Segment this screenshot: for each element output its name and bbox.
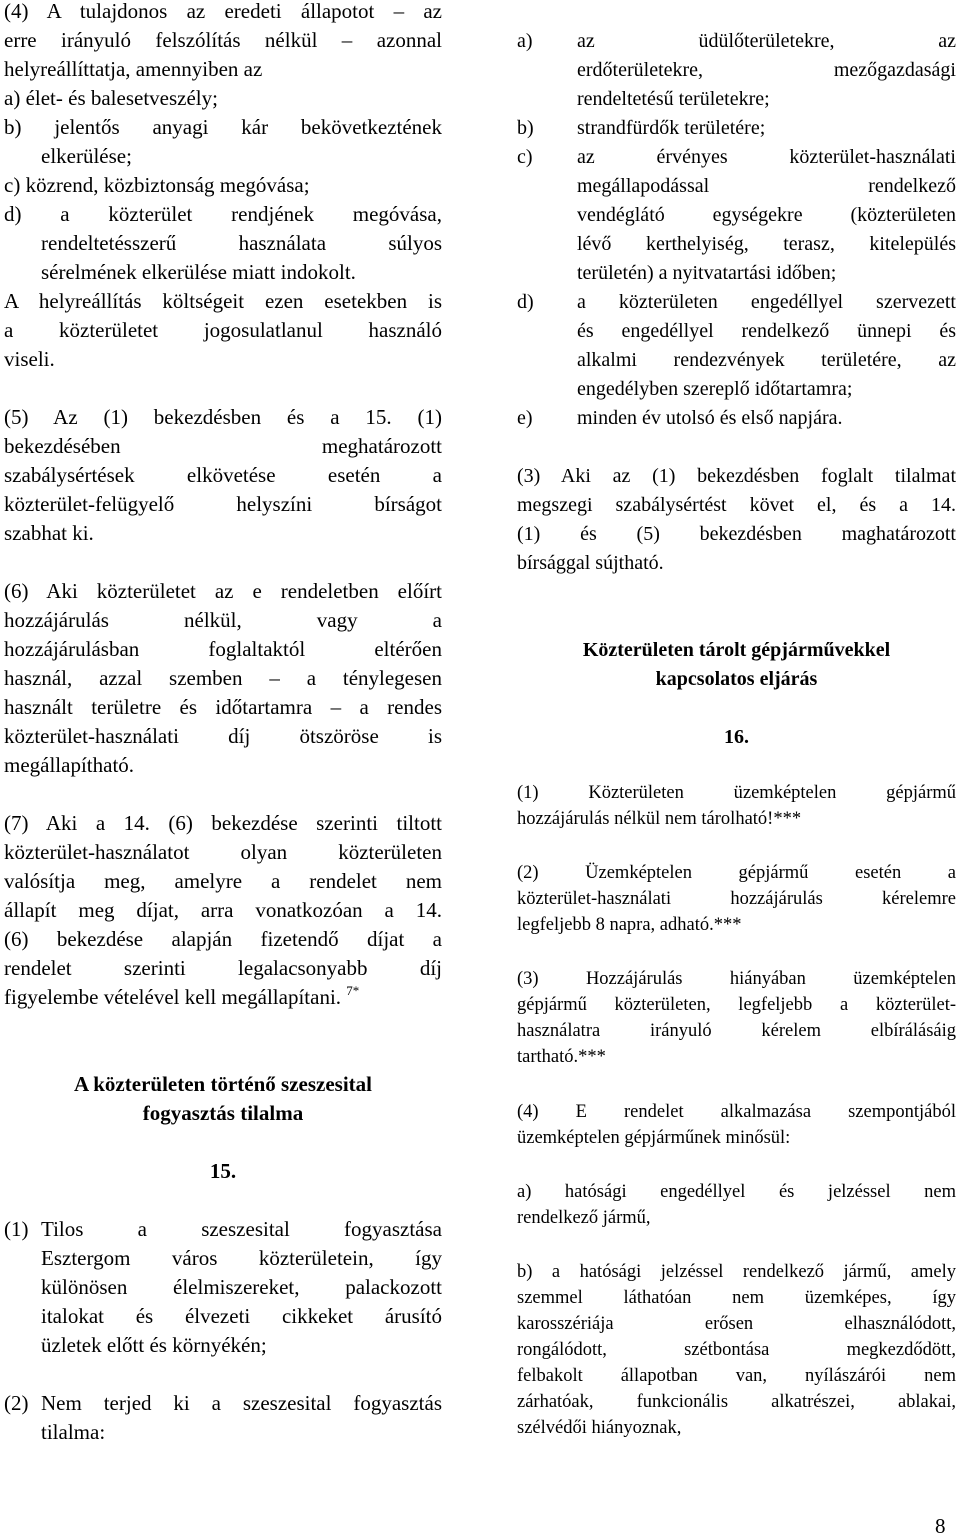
text-line: legfeljebb 8 napra, adható.***	[517, 915, 742, 935]
list-item: b) jelentős anyagi kár bekövetkeztének	[4, 115, 442, 139]
text-line: különösen élelmiszereket, palackozott	[41, 1275, 442, 1299]
text-line: rendelet szerinti legalacsonyabb díj	[4, 956, 442, 980]
section-number: 15.	[209, 1159, 237, 1183]
text-line: üzemképtelen gépjárműnek minősül:	[517, 1128, 791, 1148]
list-item: c) közrend, közbiztonság megóvása;	[4, 173, 310, 197]
text-line: (2) Üzemképtelen gépjármű esetén a	[517, 863, 956, 883]
list-label: c)	[517, 146, 533, 168]
text-line: hozzájárulás nélkül, vagy a	[4, 608, 442, 632]
list-item: strandfürdők területére;	[577, 117, 766, 139]
list-item: szélvédői hiányoznak,	[517, 1418, 682, 1438]
text-line: tartható.***	[517, 1047, 606, 1067]
text-line: Esztergom város közterületein, így	[41, 1246, 442, 1270]
page-number: 8	[935, 1514, 946, 1538]
list-item: zárhatóak, funkcionális alkatrészei, ablakai,	[517, 1392, 956, 1412]
list-item: alkalmi rendezvények területére, az	[577, 349, 956, 371]
text-line: (1) Közterületen üzemképtelen gépjármű	[517, 783, 956, 803]
list-label: a)	[517, 30, 533, 52]
text-line: (6) Aki közterületet az e rendeletben előírt	[4, 579, 442, 603]
text-line: szabhat ki.	[4, 521, 94, 545]
text-line: közterület-használati díj ötszöröse is	[4, 724, 442, 748]
text-line: közterület-felügyelő helyszíni bírságot	[4, 492, 442, 516]
text-line: (3) Aki az (1) bekezdésben foglalt tilalmat	[517, 465, 956, 487]
text-span: figyelembe vételével kell megállapítani.	[4, 985, 342, 1009]
list-item: lévő kerthelyiség, terasz, kitelepülés	[577, 233, 956, 255]
list-item: az érvényes közterület-használati	[577, 146, 956, 168]
text-line: valósítja meg, amelyre a rendelet nem	[4, 869, 442, 893]
list-label: d)	[517, 291, 534, 313]
text-line: szabálysértések elkövetése esetén a	[4, 463, 442, 487]
text-line: állapít meg díjat, arra vonatkozóan a 14.	[4, 898, 442, 922]
text-line: Tilos a szeszesital fogyasztása	[41, 1217, 442, 1241]
text-line: italokat és élvezeti cikkeket árusító	[41, 1304, 442, 1328]
list-item: d) a közterület rendjének megóvása,	[4, 202, 442, 226]
text-line: erre irányuló felszólítás nélkül – azonnal	[4, 28, 442, 52]
text-line: üzletek előtt és környékén;	[41, 1333, 267, 1357]
list-item: és engedéllyel rendelkező ünnepi és	[577, 320, 956, 342]
text-line: tilalma:	[41, 1420, 106, 1444]
text-line: megállapítható.	[4, 753, 135, 777]
section-heading: Közterületen tárolt gépjárművekkel	[582, 639, 891, 661]
list-item: rendeltetésű területekre;	[577, 88, 770, 110]
text-line: használatra irányuló kérelem elbírálásáig	[517, 1021, 956, 1041]
text-line: közterület-használati hozzájárulás kérelemre	[517, 889, 956, 909]
text-line: közterület-használatot olyan közterületen	[4, 840, 442, 864]
section-heading: fogyasztás tilalma	[142, 1101, 304, 1125]
text-line: bekezdésében meghatározott	[4, 434, 442, 458]
text-line: használt területre és időtartamra – a rendes	[4, 695, 442, 719]
list-item: szemmel láthatóan nem üzemképes, így	[517, 1288, 956, 1308]
text-line: helyreállíttatja, amennyiben az	[4, 57, 263, 81]
text-line	[4, 983, 442, 1009]
text-line: (4) A tulajdonos az eredeti állapotot – az	[4, 0, 442, 23]
text-line: (5) Az (1) bekezdésben és a 15. (1)	[4, 405, 442, 429]
text-line: hozzájárulás nélkül nem tárolható!***	[517, 809, 802, 829]
list-item: rongálódott, szétbontása megkezdődött,	[517, 1340, 956, 1360]
text-line: (6) bekezdése alapján fizetendő díjat a	[4, 927, 442, 951]
text-line: gépjármű közterületen, legfeljebb a közterület-	[517, 995, 956, 1015]
text-line: bírsággal sújtható.	[517, 552, 664, 574]
paragraph-label: (2)	[4, 1391, 29, 1415]
list-item: a közterületen engedéllyel szervezett	[577, 291, 956, 313]
text-line: rendeltetésszerű használata súlyos	[41, 231, 442, 255]
list-item: a) hatósági engedéllyel és jelzéssel nem	[517, 1182, 956, 1202]
text-line: A helyreállítás költségeit ezen esetekben is	[4, 289, 442, 313]
list-label: b)	[517, 117, 534, 139]
list-label: e)	[517, 407, 533, 429]
list-item: rendelkező jármű,	[517, 1208, 651, 1228]
text-line: megszegi szabálysértést követ el, és a 14.	[517, 494, 956, 516]
section-heading: A közterületen történő szeszesital	[74, 1072, 372, 1096]
text-line: (1) és (5) bekezdésben maghatározott	[517, 523, 956, 545]
list-item: b) a hatósági jelzéssel rendelkező jármű, amely	[517, 1262, 956, 1282]
text-line: viseli.	[4, 347, 55, 371]
text-line: (4) E rendelet alkalmazása szempontjából	[517, 1102, 956, 1122]
list-item: az üdülőterületekre, az	[577, 30, 956, 52]
list-item: karosszériája erősen elhasználódott,	[517, 1314, 956, 1334]
list-item: megállapodással rendelkező	[577, 175, 956, 197]
list-item: engedélyben szereplő időtartamra;	[577, 378, 853, 400]
text-line: hozzájárulásban foglaltaktól eltérően	[4, 637, 442, 661]
text-line: a közterületet jogosulatlanul használó	[4, 318, 442, 342]
list-item: vendéglátó egységekre (közterületen	[577, 204, 956, 226]
section-heading: kapcsolatos eljárás	[655, 668, 818, 690]
section-number: 16.	[724, 726, 749, 748]
text-line: sérelmének elkerülése miatt indokolt.	[41, 260, 356, 284]
text-line: (7) Aki a 14. (6) bekezdése szerinti tiltott	[4, 811, 442, 835]
list-item: erdőterületekre, mezőgazdasági	[577, 59, 956, 81]
list-item: területén) a nyitvatartási időben;	[577, 262, 837, 284]
footnote-marker: 7*	[346, 983, 360, 998]
paragraph-label: (1)	[4, 1217, 29, 1241]
list-item: felbakolt állapotban van, nyílászárói nem	[517, 1366, 956, 1386]
list-item: minden év utolsó és első napjára.	[577, 407, 843, 429]
list-item: a) élet- és balesetveszély;	[4, 86, 218, 110]
text-line: Nem terjed ki a szeszesital fogyasztás	[41, 1391, 442, 1415]
text-line: használ, azzal szemben – a ténylegesen	[4, 666, 442, 690]
text-line: (3) Hozzájárulás hiányában üzemképtelen	[517, 969, 956, 989]
text-line: elkerülése;	[41, 144, 132, 168]
